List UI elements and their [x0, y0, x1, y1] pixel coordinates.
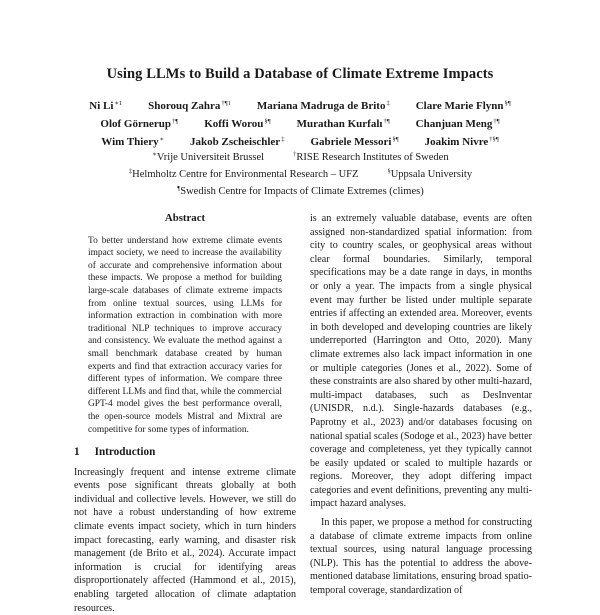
affiliation-line: [0, 165, 600, 182]
affiliation-mark: †: [293, 151, 297, 158]
affiliation: [176, 182, 423, 199]
section-number: 1: [74, 446, 80, 459]
author-affiliation-marks: ‡: [281, 136, 285, 143]
abstract-text: To better understand how extreme climate events impact society, we need to increase the availability of accurate and comprehensive information about these impacts. We propose a method for building large-scale databases of climate extreme impacts from online textual sources, using LLMs for information extraction in combination with more traditional NLP techniques to improve accuracy and consistency. We evaluate the method against a small benchmark database created by human experts and find that extraction accuracy varies for different types of information. We compare three different LLMs and find that, while the commercial GPT-4 model gives the best performance overall, the open-source models Mistral and Mixtral are competitive for some types of information.: [88, 235, 282, 435]
author-affiliation-marks: †¶: [172, 118, 179, 125]
affiliation: [292, 148, 448, 165]
author-affiliation-marks: §¶: [504, 100, 511, 107]
author-affiliation-marks: §¶: [392, 136, 399, 143]
author: [416, 96, 511, 114]
affiliation-mark: ¶: [177, 185, 181, 192]
author-name: Gabriele Messori: [310, 136, 392, 148]
abstract-heading: Abstract: [164, 212, 206, 224]
affiliation-name: Swedish Centre for Impacts of Climate Extremes (climes): [180, 186, 424, 197]
author-affiliation-marks: ‡: [386, 100, 390, 107]
author-affiliation-marks: ∗: [159, 136, 165, 143]
author-name: Shorouq Zahra: [148, 100, 221, 112]
author-name: Clare Marie Flynn: [415, 100, 504, 112]
author-name: Koffi Worou: [204, 118, 264, 130]
right-column: [310, 212, 532, 598]
author-name: Jakob Zscheischler: [190, 136, 281, 148]
right-paragraph-2: In this paper, we propose a method for constructing a database of climate extreme impacts from online textual sources, using natural language processing (NLP). This has the potential to address the above-mentioned database limitations, ensuring broad spatio-temporal coverage, standardization of: [310, 517, 532, 597]
author: [89, 96, 122, 114]
author-affiliation-marks: §¶: [264, 118, 271, 125]
author-list: [0, 96, 600, 150]
section-title: Introduction: [94, 446, 156, 459]
affiliation: [151, 148, 264, 165]
affiliation-name: Uppsala University: [390, 169, 473, 180]
author: [257, 96, 390, 114]
author-name: Mariana Madruga de Brito: [256, 100, 386, 112]
author-affiliation-marks: ∗1: [114, 100, 123, 107]
affiliation-name: RISE Research Institutes of Sweden: [296, 152, 449, 163]
affiliation-mark: ‡: [128, 168, 133, 175]
author-affiliation-marks: †¶: [383, 118, 390, 125]
author-name: Olof Görnerup: [100, 118, 171, 130]
affiliation-mark: §: [387, 168, 391, 175]
intro-paragraph-1: Increasingly frequent and intense extreme climate events pose significant threats globally at both individual and collective levels. However, we still do not have a robust understanding of how extreme climate events impact society, which in turn hinders impact forecasting, early warning, and disaster risk management (de Brito et al., 2024). Accurate impact information is crucial for identifying areas disproportionately affected (Hammond et al., 2015), enabling targeted allocation of climate adaptation resources.: [74, 466, 296, 614]
affiliation-line: [0, 148, 600, 165]
author: [148, 96, 231, 114]
affiliation-line: [0, 182, 600, 199]
author-name: Wim Thiery: [101, 136, 159, 148]
author-name: Chanjuan Meng: [415, 118, 493, 130]
left-column: [74, 212, 296, 615]
author: [204, 114, 270, 132]
author-name: Murathan Kurfalı: [296, 118, 383, 130]
author: [297, 114, 390, 132]
affiliation-name: Helmholtz Centre for Environmental Research – UFZ: [132, 169, 359, 180]
author-line: [0, 96, 600, 114]
author-line: [0, 114, 600, 132]
affiliation-list: [0, 148, 600, 199]
section-heading-introduction: [74, 446, 296, 460]
author-name: Ni Li: [89, 100, 114, 112]
author-affiliation-marks: †¶1: [221, 100, 231, 107]
affiliation: [128, 165, 359, 182]
author-affiliation-marks: †§¶: [489, 136, 499, 143]
affiliation-name: Vrije Universiteit Brussel: [156, 152, 265, 163]
author: [100, 114, 178, 132]
author: [416, 114, 500, 132]
right-paragraph-1: is an extremely valuable database, events are often assigned non-standardized spatial information: from city to country scales, or geophysical areas without clear formal boundaries. Similarly, temporal specifications may be a date range in days, in months or only a year. The impacts from a single physical event may further be listed under multiple separate entries if affecting an extended area. Moreover, events in both developed and developing countries are likely underreported (Harrington and Otto, 2020). Many climate extremes also lack impact information in one or multiple categories (Jones et al., 2022). Some of these constraints are also shared by other multi-hazard, multi-impact databases, such as DesInventar (UNISDR, n.d.). Single-hazards databases (e.g., Paprotny et al., 2023) and/or databases focusing on national spatial scales (Sodoge et al., 2023) have better coverage and completeness, yet they typically cannot be easily updated or scaled to multiple hazards or regions. Moreover, they adopt differing impact categories and event definitions, preventing any multi-impact hazard analyses.: [310, 213, 532, 510]
paper-title: Using LLMs to Build a Database of Climate Extreme Impacts: [106, 66, 494, 82]
author-name: Joakim Nivre: [424, 136, 489, 148]
affiliation: [386, 165, 472, 182]
author-affiliation-marks: †¶: [493, 118, 500, 125]
affiliation-mark: ∗: [152, 151, 157, 158]
